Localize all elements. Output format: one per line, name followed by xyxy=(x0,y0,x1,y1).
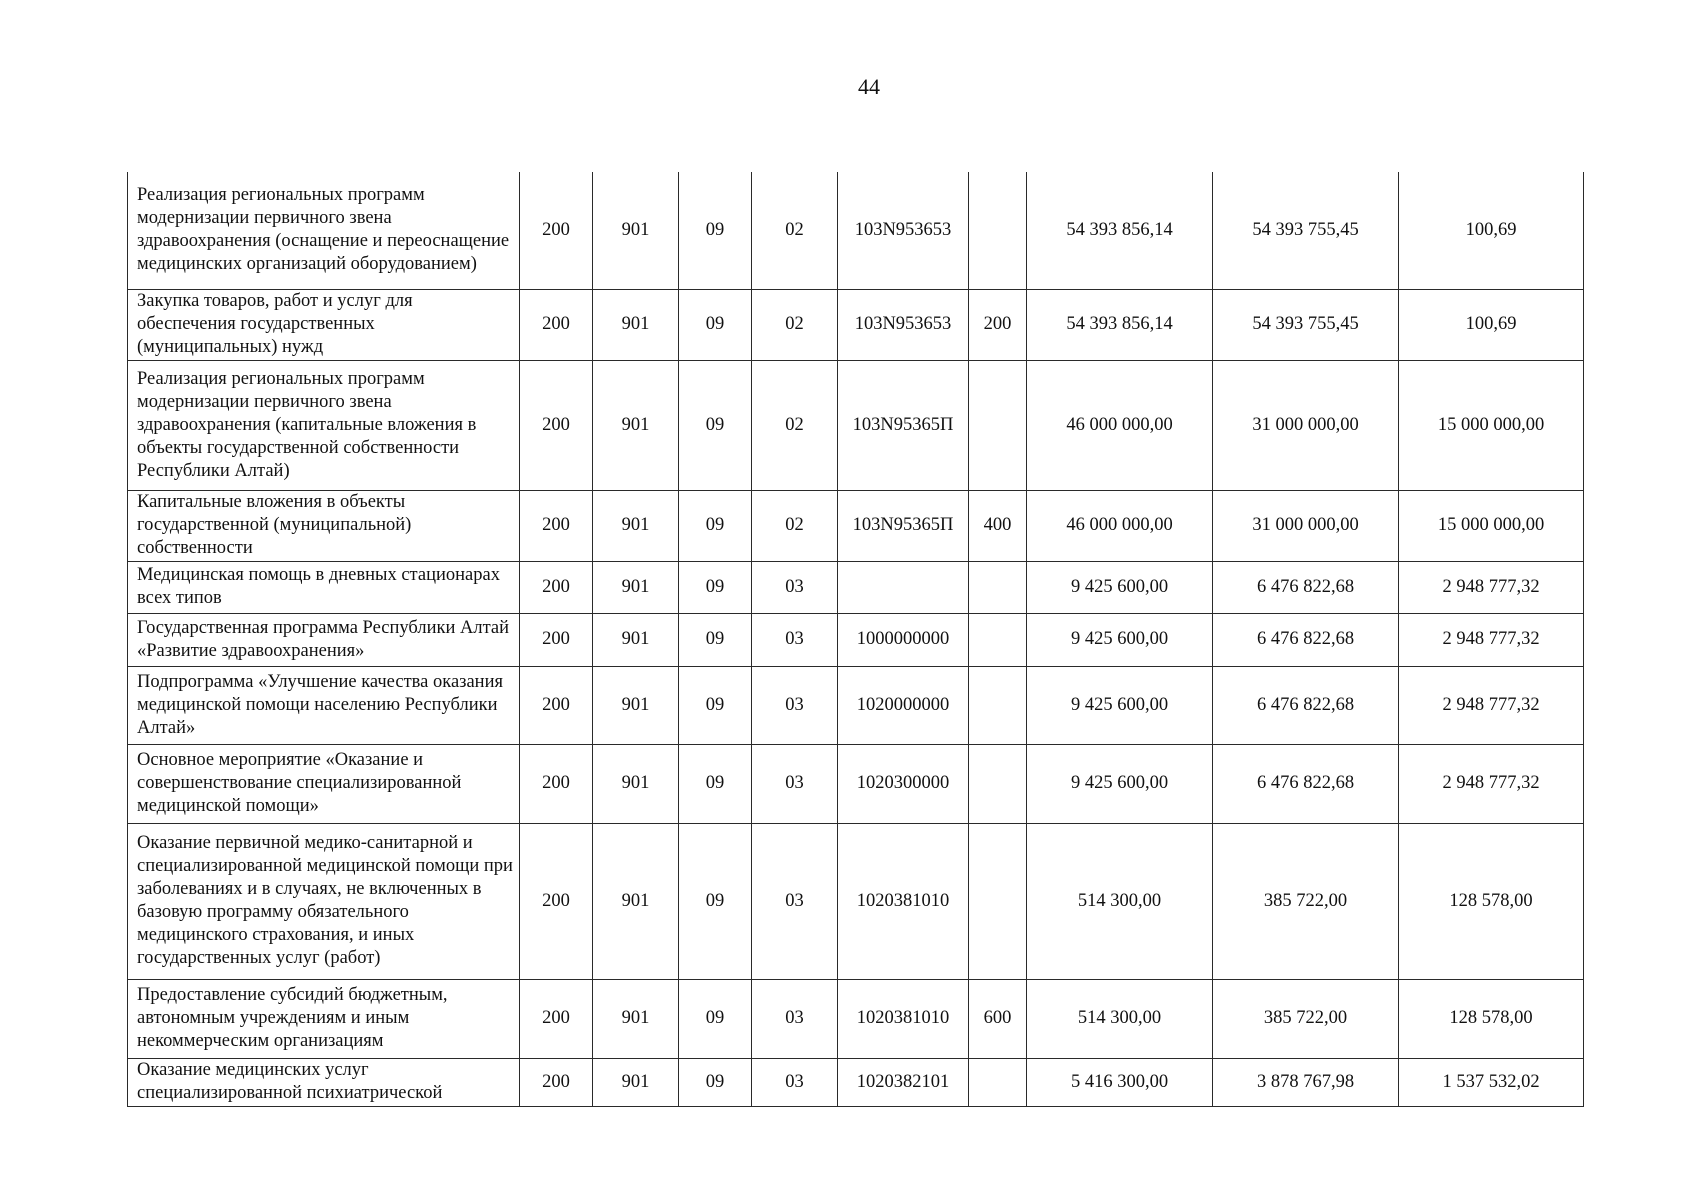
cell-amount2: 385 722,00 xyxy=(1213,823,1399,979)
row-name: Реализация региональных программ модернизации первичного звена здравоохранения (капитальные вложения в объекты государственной собственности Республики Алтай) xyxy=(128,360,520,490)
row-name: Закупка товаров, работ и услуг для обеспечения государственных (муниципальных) нужд xyxy=(128,289,520,360)
cell-code: 1000000000 xyxy=(838,613,969,666)
cell-c3: 09 xyxy=(679,979,752,1058)
table-row xyxy=(128,360,1584,490)
table-row xyxy=(128,561,1584,613)
cell-code: 103N95365П xyxy=(838,490,969,561)
cell-c1: 200 xyxy=(520,613,593,666)
cell-amount1: 46 000 000,00 xyxy=(1027,490,1213,561)
cell-c1: 200 xyxy=(520,289,593,360)
cell-amount3: 128 578,00 xyxy=(1399,823,1584,979)
cell-type xyxy=(969,613,1027,666)
cell-c3: 09 xyxy=(679,823,752,979)
budget-table xyxy=(127,172,1584,1107)
cell-amount1: 9 425 600,00 xyxy=(1027,613,1213,666)
cell-c1: 200 xyxy=(520,490,593,561)
cell-c4: 02 xyxy=(752,490,838,561)
cell-c3: 09 xyxy=(679,666,752,744)
cell-amount1: 46 000 000,00 xyxy=(1027,360,1213,490)
cell-amount2: 54 393 755,45 xyxy=(1213,172,1399,289)
cell-amount3: 100,69 xyxy=(1399,172,1584,289)
cell-c4: 03 xyxy=(752,1058,838,1106)
cell-c3: 09 xyxy=(679,744,752,823)
cell-c4: 03 xyxy=(752,561,838,613)
cell-amount2: 31 000 000,00 xyxy=(1213,490,1399,561)
row-name: Капитальные вложения в объекты государственной (муниципальной) собственности xyxy=(128,490,520,561)
cell-c3: 09 xyxy=(679,561,752,613)
cell-c1: 200 xyxy=(520,666,593,744)
cell-amount3: 2 948 777,32 xyxy=(1399,613,1584,666)
page-number: 44 xyxy=(858,74,880,99)
cell-amount2: 6 476 822,68 xyxy=(1213,666,1399,744)
cell-c2: 901 xyxy=(593,561,679,613)
table-row xyxy=(128,490,1584,561)
cell-code: 1020000000 xyxy=(838,666,969,744)
cell-c2: 901 xyxy=(593,613,679,666)
cell-type xyxy=(969,172,1027,289)
cell-c3: 09 xyxy=(679,490,752,561)
cell-code: 1020381010 xyxy=(838,823,969,979)
table-row xyxy=(128,666,1584,744)
cell-amount1: 514 300,00 xyxy=(1027,823,1213,979)
cell-c3: 09 xyxy=(679,360,752,490)
cell-c2: 901 xyxy=(593,979,679,1058)
cell-c4: 03 xyxy=(752,613,838,666)
cell-c3: 09 xyxy=(679,1058,752,1106)
cell-amount2: 3 878 767,98 xyxy=(1213,1058,1399,1106)
table-row xyxy=(128,744,1584,823)
cell-type xyxy=(969,561,1027,613)
cell-amount3: 100,69 xyxy=(1399,289,1584,360)
cell-c1: 200 xyxy=(520,823,593,979)
cell-amount3: 2 948 777,32 xyxy=(1399,666,1584,744)
cell-amount1: 9 425 600,00 xyxy=(1027,744,1213,823)
cell-amount2: 31 000 000,00 xyxy=(1213,360,1399,490)
cell-code: 103N953653 xyxy=(838,172,969,289)
cell-type xyxy=(969,666,1027,744)
cell-c4: 02 xyxy=(752,360,838,490)
cell-type xyxy=(969,823,1027,979)
row-name: Оказание медицинских услуг специализированной психиатрической xyxy=(128,1058,520,1106)
row-name: Оказание первичной медико-санитарной и специализированной медицинской помощи при заболеваниях и в случаях, не включенных в базовую программу обязательного медицинского страхования, и иных государственных услуг (работ) xyxy=(128,823,520,979)
cell-code: 103N953653 xyxy=(838,289,969,360)
row-name: Подпрограмма «Улучшение качества оказания медицинской помощи населению Республики Алтай» xyxy=(128,666,520,744)
row-name: Государственная программа Республики Алтай «Развитие здравоохранения» xyxy=(128,613,520,666)
table-row xyxy=(128,613,1584,666)
cell-c4: 03 xyxy=(752,979,838,1058)
cell-c1: 200 xyxy=(520,561,593,613)
cell-code xyxy=(838,561,969,613)
row-name: Реализация региональных программ модернизации первичного звена здравоохранения (оснащение и переоснащение медицинских организаций оборудованием) xyxy=(128,172,520,289)
cell-c2: 901 xyxy=(593,1058,679,1106)
table-row xyxy=(128,979,1584,1058)
cell-c2: 901 xyxy=(593,823,679,979)
cell-code: 103N95365П xyxy=(838,360,969,490)
cell-type xyxy=(969,1058,1027,1106)
cell-code: 1020300000 xyxy=(838,744,969,823)
cell-amount2: 6 476 822,68 xyxy=(1213,613,1399,666)
cell-amount1: 9 425 600,00 xyxy=(1027,666,1213,744)
cell-c1: 200 xyxy=(520,1058,593,1106)
cell-c1: 200 xyxy=(520,979,593,1058)
table-row xyxy=(128,289,1584,360)
cell-c4: 03 xyxy=(752,823,838,979)
cell-amount2: 6 476 822,68 xyxy=(1213,744,1399,823)
cell-c3: 09 xyxy=(679,613,752,666)
cell-type xyxy=(969,744,1027,823)
cell-c4: 02 xyxy=(752,172,838,289)
cell-amount3: 2 948 777,32 xyxy=(1399,561,1584,613)
cell-type: 600 xyxy=(969,979,1027,1058)
cell-amount3: 15 000 000,00 xyxy=(1399,490,1584,561)
cell-c2: 901 xyxy=(593,744,679,823)
cell-type: 400 xyxy=(969,490,1027,561)
cell-amount3: 2 948 777,32 xyxy=(1399,744,1584,823)
cell-c1: 200 xyxy=(520,360,593,490)
cell-amount1: 514 300,00 xyxy=(1027,979,1213,1058)
cell-amount1: 5 416 300,00 xyxy=(1027,1058,1213,1106)
cell-amount2: 6 476 822,68 xyxy=(1213,561,1399,613)
table-row xyxy=(128,172,1584,289)
table-row xyxy=(128,823,1584,979)
cell-amount2: 385 722,00 xyxy=(1213,979,1399,1058)
cell-c2: 901 xyxy=(593,289,679,360)
cell-code: 1020381010 xyxy=(838,979,969,1058)
row-name: Медицинская помощь в дневных стационарах всех типов xyxy=(128,561,520,613)
cell-c1: 200 xyxy=(520,172,593,289)
cell-amount1: 54 393 856,14 xyxy=(1027,289,1213,360)
cell-amount3: 128 578,00 xyxy=(1399,979,1584,1058)
cell-type: 200 xyxy=(969,289,1027,360)
cell-c2: 901 xyxy=(593,666,679,744)
cell-amount3: 15 000 000,00 xyxy=(1399,360,1584,490)
cell-amount1: 9 425 600,00 xyxy=(1027,561,1213,613)
cell-c2: 901 xyxy=(593,490,679,561)
cell-c2: 901 xyxy=(593,360,679,490)
table-row xyxy=(128,1058,1584,1106)
cell-code: 1020382101 xyxy=(838,1058,969,1106)
cell-amount3: 1 537 532,02 xyxy=(1399,1058,1584,1106)
cell-c3: 09 xyxy=(679,289,752,360)
row-name: Предоставление субсидий бюджетным, автономным учреждениям и иным некоммерческим организациям xyxy=(128,979,520,1058)
cell-c1: 200 xyxy=(520,744,593,823)
cell-c4: 03 xyxy=(752,666,838,744)
cell-amount2: 54 393 755,45 xyxy=(1213,289,1399,360)
cell-c4: 03 xyxy=(752,744,838,823)
cell-c4: 02 xyxy=(752,289,838,360)
row-name: Основное мероприятие «Оказание и совершенствование специализированной медицинской помощи» xyxy=(128,744,520,823)
cell-type xyxy=(969,360,1027,490)
cell-c2: 901 xyxy=(593,172,679,289)
cell-amount1: 54 393 856,14 xyxy=(1027,172,1213,289)
cell-c3: 09 xyxy=(679,172,752,289)
